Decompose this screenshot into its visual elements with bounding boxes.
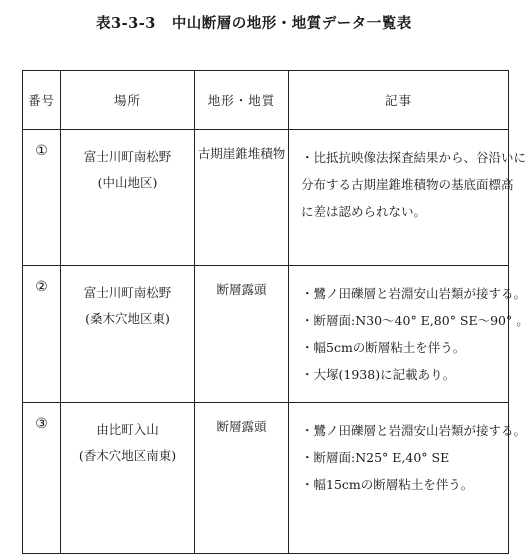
note-line: 分布する古期崖錐堆積物の基底面標高 [301, 177, 514, 192]
note-line: に差は認められない。 [301, 204, 427, 219]
row-notes [289, 130, 527, 266]
table-row [23, 266, 509, 403]
table-title [96, 12, 412, 33]
table-number: 表3-3-3 [96, 15, 156, 32]
table-row [23, 130, 509, 266]
note-line: ・大塚(1938)に記載あり。 [301, 367, 456, 382]
row-terrain: 断層露頭 [195, 403, 289, 554]
row-notes [289, 266, 529, 403]
place-name: 富士川町南松野 [83, 285, 172, 300]
place-district: (中山地区) [97, 175, 158, 190]
row-place [61, 266, 195, 403]
header-no: 番号 [23, 71, 61, 130]
table-row [23, 403, 509, 554]
row-notes [289, 403, 527, 554]
table-caption: 中山断層の地形・地質データ一覧表 [171, 15, 412, 32]
note-line: ・幅15cmの断層粘土を伴う。 [301, 477, 474, 492]
place-name: 由比町入山 [96, 422, 159, 437]
note-line: ・鷺ノ田礫層と岩淵安山岩類が接する。 [301, 286, 527, 301]
row-place [61, 130, 195, 266]
row-terrain: 断層露頭 [195, 266, 289, 403]
note-line: ・断層面:N30〜40° E,80° SE〜90° 。 [301, 313, 529, 328]
place-district: (桑木穴地区東) [85, 311, 170, 326]
header-note: 記事 [289, 71, 509, 130]
row-number: ① [23, 130, 61, 266]
note-line: ・幅5cmの断層粘土を伴う。 [301, 340, 466, 355]
note-line: ・鷺ノ田礫層と岩淵安山岩類が接する。 [301, 423, 527, 438]
header-row [23, 71, 509, 130]
row-terrain: 古期崖錐堆積物 [195, 130, 289, 266]
header-terrain: 地形・地質 [195, 71, 289, 130]
row-place [61, 403, 195, 554]
note-line: ・断層面:N25° E,40° SE [301, 450, 450, 465]
row-number: ③ [23, 403, 61, 554]
note-line: ・比抵抗映像法探査結果から、谷沿いに [301, 150, 527, 165]
place-name: 富士川町南松野 [83, 149, 172, 164]
row-number: ② [23, 266, 61, 403]
header-place: 場所 [61, 71, 195, 130]
fault-data-table [22, 70, 529, 554]
place-district: (香木穴地区南東) [78, 448, 177, 463]
